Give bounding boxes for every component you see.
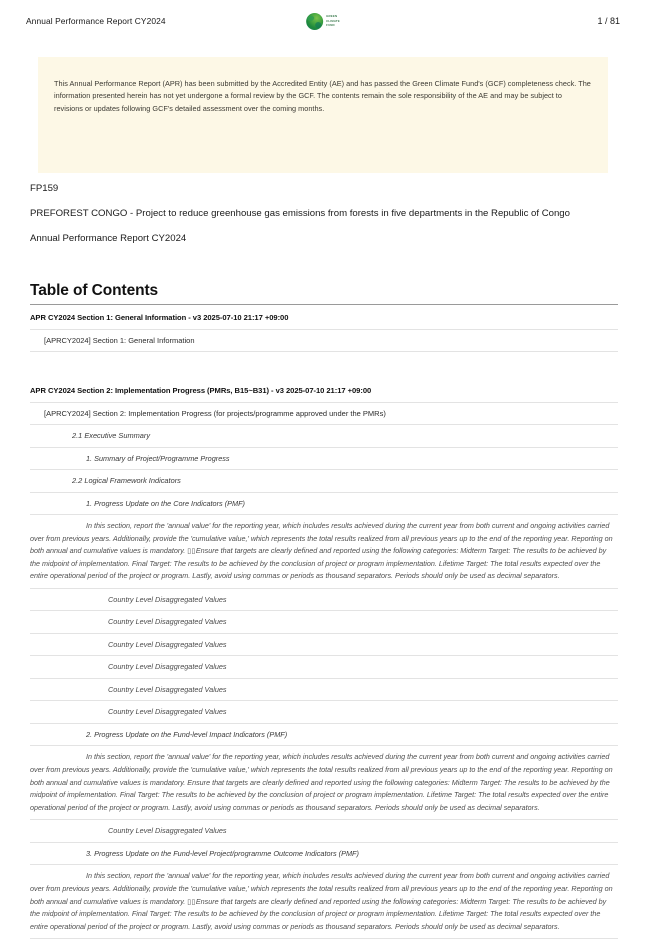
page-title: PREFOREST CONGO - Project to reduce greenhouse gas emissions from forests in five departments in the Republic of Congo xyxy=(30,208,570,219)
toc-instruction-note xyxy=(30,865,618,939)
toc-entry-label: 1. Summary of Project/Programme Progress xyxy=(86,453,230,463)
toc-entry-label: 2.1 Executive Summary xyxy=(72,431,151,440)
missing-glyph-marker: ▯▯ xyxy=(187,546,196,556)
toc-entry-label: [APRCY2024] Section 1: General Information xyxy=(44,335,195,345)
toc-entry-label: Country Level Disaggregated Values xyxy=(108,639,227,649)
toc-entry-label: 2.2 Logical Framework Indicators xyxy=(72,476,181,485)
toc-entry[interactable] xyxy=(30,611,618,634)
page-header xyxy=(26,10,620,32)
note-part-2: Ensure that targets are clearly defined and reported using the following categories: Midterm Target: The results to be achieved by the midpoint of implementation. Final Target: The results to be achieved by the conclusion of project or program implementation. Lifetime Target: The total results expected over the entire operational period of the project or program. Lastly, avoid using commas or periods as thousand separators. Periods should only be used as decimal separators. xyxy=(30,546,607,581)
page-number: 1 / 81 xyxy=(597,16,620,26)
toc-entry-label: Country Level Disaggregated Values xyxy=(108,826,227,836)
toc-entry-label: 2. Progress Update on the Fund-level Impact Indicators (PMF) xyxy=(86,729,288,739)
note-part-2: Ensure that targets are clearly defined and reported using the following categories: Midterm Target: The results to be achieved by the midpoint of implementation. Final Target: The results to be achieved by the conclusion of project or program implementation. Lifetime Target: The total results expected over the entire operational period of the project or program. Lastly, avoid using commas or periods as thousand separators. Periods should only be used as decimal separators. xyxy=(30,777,610,812)
toc-entry[interactable] xyxy=(30,724,618,747)
toc-section-heading[interactable] xyxy=(30,305,618,330)
logo-line-1: GREEN xyxy=(326,14,338,19)
toc-entry-label: [APRCY2024] Section 2: Implementation Progress (for projects/programme approved under the PMRs) xyxy=(44,408,386,418)
toc-entry-label: APR CY2024 Section 2: Implementation Progress (PMRs, B15~B31) - v3 2025-07-10 21:17 +09:00 xyxy=(30,386,372,395)
toc-entry-label: Country Level Disaggregated Values xyxy=(108,684,227,694)
toc-entry-label: Country Level Disaggregated Values xyxy=(108,662,227,672)
toc-entry[interactable] xyxy=(30,701,618,724)
note-part-1: In this section, report the 'annual value' for the reporting year, which includes results achieved during the current year from both current and ongoing activities carried over from previous years. Additionally, provide the 'cumulative value,' which represents the total results realized from all previous years up to the end of the reporting year. Reporting on both annual and cumulative values is mandatory. xyxy=(30,752,613,787)
toc-entry-label: APR CY2024 Section 1: General Information - v3 2025-07-10 21:17 +09:00 xyxy=(30,313,289,322)
report-subtitle: Annual Performance Report CY2024 xyxy=(30,233,187,244)
toc-entry-label: Country Level Disaggregated Values xyxy=(108,707,227,717)
toc-heading: Table of Contents xyxy=(30,282,618,305)
logo-line-2: CLIMATE xyxy=(326,18,340,23)
logo-wordmark xyxy=(326,14,340,27)
globe-icon xyxy=(306,13,323,30)
header-document-title: Annual Performance Report CY2024 xyxy=(26,16,166,26)
toc-entry-label: Country Level Disaggregated Values xyxy=(108,594,227,604)
toc-entry[interactable] xyxy=(30,820,618,843)
toc-entry[interactable] xyxy=(30,589,618,612)
toc-instruction-note xyxy=(30,746,618,820)
toc-entry[interactable] xyxy=(30,425,618,448)
title-block xyxy=(30,182,618,246)
toc-entry[interactable] xyxy=(30,330,618,353)
toc-entry[interactable] xyxy=(30,679,618,702)
toc-entry[interactable] xyxy=(30,448,618,471)
missing-glyph-marker: ▯▯ xyxy=(187,896,196,906)
note-part-1: In this section, report the 'annual value' for the reporting year, which includes results achieved during the current year from both current and ongoing activities carried over from previous years. Additionally, provide the 'cumulative value,' which represents the total results realized from all previous years up to the end of the reporting year. Reporting on both annual and cumulative values is mandatory. xyxy=(30,871,613,906)
toc-entry[interactable] xyxy=(30,403,618,426)
logo-line-3: FUND xyxy=(326,23,335,28)
note-part-2: Ensure that targets are clearly defined and reported using the following categories: Midterm Target: The results to be achieved by the midpoint of implementation. Final Target: The results to be achieved by the conclusion of project or program implementation. Lifetime Target: The total results expected over the entire operational period of the project or program. Lastly, avoid using commas or periods as thousand separators. Periods should only be used as decimal separators. xyxy=(30,896,607,931)
toc-entry[interactable] xyxy=(30,634,618,657)
note-part-1: In this section, report the 'annual value' for the reporting year, which includes results achieved during the current year from both current and ongoing activities carried over from previous years. Additionally, provide the 'cumulative value,' which represents the total results realized from all previous years up to the end of the reporting year. Reporting on both annual and cumulative values is mandatory. xyxy=(30,521,613,556)
toc-entry-label: Country Level Disaggregated Values xyxy=(108,617,227,627)
toc-entry-label: 3. Progress Update on the Fund-level Project/programme Outcome Indicators (PMF) xyxy=(86,848,359,858)
gcf-logo xyxy=(306,13,340,30)
toc-entry[interactable] xyxy=(30,656,618,679)
toc-list xyxy=(30,305,618,939)
disclaimer-text: This Annual Performance Report (APR) has been submitted by the Accredited Entity (AE) and has passed the Green Climate Fund's (GCF) completeness check. The information presented herein has not yet undergone a formal review by the GCF. The contents remain the sole responsibility of the AE and may be subject to revisions or updates following GCF's detailed assessment over the coming months. xyxy=(54,79,591,113)
toc-section-heading[interactable] xyxy=(30,378,618,403)
toc-entry[interactable] xyxy=(30,493,618,516)
toc-entry[interactable] xyxy=(30,843,618,866)
toc-entry-label: 1. Progress Update on the Core Indicators (PMF) xyxy=(86,498,245,508)
toc-spacer xyxy=(30,352,618,378)
toc-instruction-note xyxy=(30,515,618,589)
table-of-contents xyxy=(30,282,618,939)
toc-entry[interactable] xyxy=(30,470,618,493)
disclaimer-box xyxy=(38,57,608,173)
project-code: FP159 xyxy=(30,183,59,194)
